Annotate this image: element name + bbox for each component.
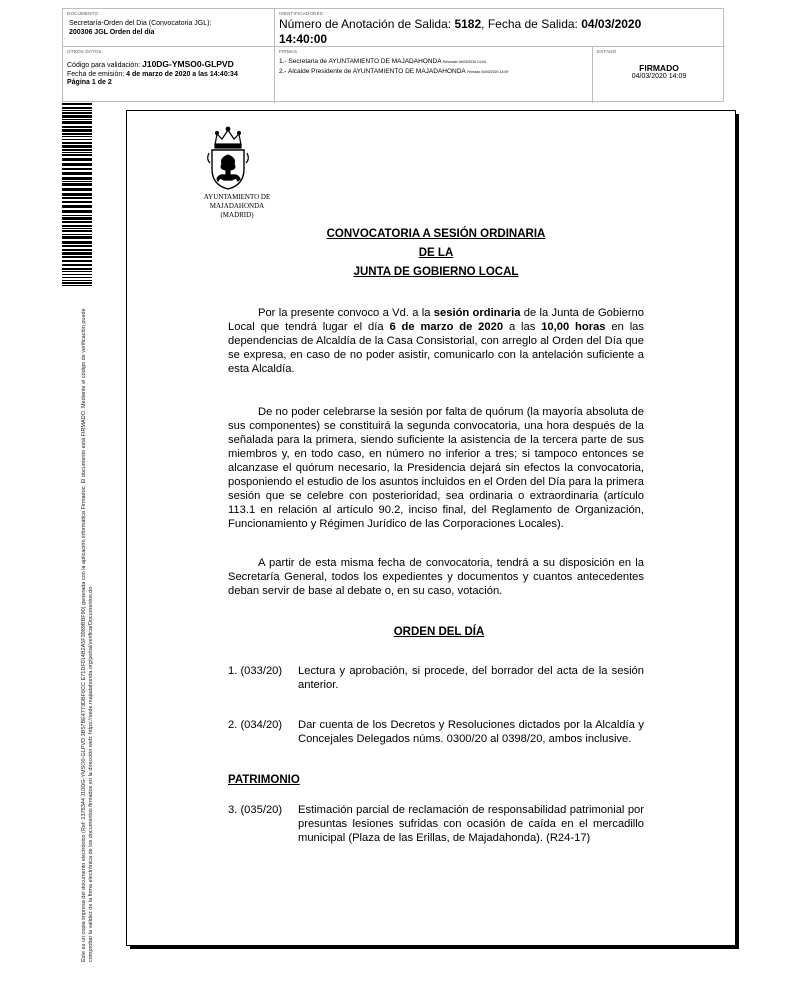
barcode-bar: [62, 139, 92, 140]
p2-text: De no poder celebrarse la sesión por falta de quórum (la mayoría absoluta de sus componentes) se constituirá la segunda convocatoria, una hora después de la señalada para la primera, siendo suficiente la asistencia de la tercera parte de sus miembros y, en todo caso, en número no inferior a tres; si tampoco entonces se alcanzase el quórum necesario, la Presidencia dejará sin efectos la convocatoria, posponiendo el estudio de los asuntos incluidos en el Orden del Día para la primera sesión que se celebre con posterioridad, sea ordinaria o extraordinaria (artículo 113.1 en relación al artículo 90.2, inciso final, del Reglamento de Organización, Funcionamiento y Régimen Jurídico de las Corporaciones Locales).: [228, 406, 644, 530]
barcode-bar: [62, 282, 92, 284]
barcode-bar: [62, 193, 92, 196]
p1-time: 10,00 horas: [541, 321, 606, 333]
verification-side-text: Este es un copia impresa del documento electrónico (Ref: 1376344 J10DG-YMSO0-GLPVD 3B57BE4773DBF6CC E71DF014B2A5F3989BBF90) generada con la aplicación informática Firmadoc. El documento está FIRMADO. Mediante el código de verificación puede comprobar la validez de la firma electrónica de los documentos firmados en la dirección web: https://sede.majadahonda.org/portal/verificarDocumentos.do: [81, 308, 94, 962]
org-line-1: AYUNTAMIENTO DE: [203, 193, 271, 201]
barcode-bar: [62, 241, 92, 244]
org-line-2: MAJADAHONDA: [209, 202, 265, 210]
title-line-3: JUNTA DE GOBIERNO LOCAL: [353, 266, 519, 278]
id-prefix: Número de Anotación de Salida:: [279, 17, 455, 31]
agenda-item-text: Dar cuenta de los Decretos y Resoluciones dictados por la Alcaldía y Concejales Delegados núms. 0300/20 al 0398/20, ambos inclusive.: [298, 719, 644, 745]
page-indicator: Página 1 de 2: [67, 79, 112, 86]
barcode-bar: [62, 181, 92, 182]
organization-name: [185, 193, 289, 220]
barcode-bar: [62, 177, 92, 180]
id-number: 5182: [454, 17, 482, 31]
signature-header: [62, 8, 724, 102]
barcode-bar: [62, 136, 92, 137]
barcode-bar: [62, 234, 92, 235]
barcode-bar: [62, 201, 92, 203]
issue-date-label: Fecha de emisión:: [67, 70, 127, 78]
frame-shadow-right: [736, 114, 739, 948]
p1-text-c: de la Junta de Gobierno Local que tendrá lugar el día: [228, 307, 645, 333]
p1-text-e: a las: [503, 321, 542, 333]
barcode-bar: [62, 197, 92, 199]
paragraph-quorum: [228, 405, 644, 531]
agenda-title: ORDEN DEL DÍA: [393, 626, 485, 638]
barcode-bar: [62, 110, 92, 111]
barcode-bar: [62, 245, 92, 247]
barcode-bar: [62, 129, 92, 132]
barcode-bar: [62, 225, 92, 227]
barcode-bar: [62, 133, 92, 135]
signature-2-date: Firmado 04/03/2020 14:09: [467, 70, 509, 74]
coat-of-arms-icon: [205, 125, 251, 191]
barcode-bar: [62, 268, 92, 270]
issue-date: 4 de marzo de 2020 a las 14:40:34: [126, 70, 238, 78]
state-label: ESTADO: [597, 49, 617, 54]
barcode-bar: [62, 230, 92, 232]
barcode-bar: [62, 115, 92, 118]
agenda-item-text: Lectura y aprobación, si procede, del borrador del acta de la sesión anterior.: [298, 665, 644, 691]
barcode-bar: [62, 280, 92, 281]
barcode-bar: [62, 154, 92, 156]
barcode-bar: [62, 152, 92, 153]
barcode-bar: [62, 188, 92, 191]
id-date: 04/03/2020: [581, 17, 642, 31]
barcode-bar: [62, 274, 92, 275]
signature-1-date: Revisado 04/03/2020 14:04: [443, 60, 486, 64]
barcode-bar: [62, 215, 92, 216]
validation-code: J10DG-YMSO0-GLPVD: [142, 59, 234, 69]
p3-text: A partir de esta misma fecha de convocatoria, tendrá a su disposición en la Secretaría General, todos los expedientes y documentos y cuantos antecedentes deban servir de base al debate o, en su caso, votación.: [228, 557, 644, 597]
state-cell: [593, 47, 725, 103]
barcode-bar: [62, 249, 92, 251]
barcode: [62, 103, 92, 287]
org-line-3: (MADRID): [220, 211, 254, 219]
barcode-bar: [62, 172, 92, 175]
agenda-item-number: 3. (035/20): [228, 804, 283, 816]
signature-1: 1.- Secretaria de AYUNTAMIENTO DE MAJADAHONDA: [279, 58, 442, 65]
document-cell: [63, 9, 275, 47]
p1-text-g: en las dependencias de Alcaldía de la Casa Consistorial, con arreglo al Orden del Día que se expresa, en caso de no poder asistir, comunicarlo con la antelación suficiente a esta Alcaldía.: [228, 321, 645, 375]
barcode-bar: [62, 285, 92, 286]
paragraph-convocation: [228, 306, 644, 376]
title-line-2: DE LA: [418, 247, 454, 259]
barcode-bar: [62, 252, 92, 255]
p1-text-a: Por la presente convoco a Vd. a la: [258, 307, 434, 319]
document-subname: 200306 JGL Orden del día: [69, 28, 155, 36]
agenda-item-number: 1. (033/20): [228, 665, 283, 677]
other-data-label: OTROS DATOS: [67, 49, 102, 54]
barcode-bar: [62, 142, 92, 144]
p1-date: 6 de marzo de 2020: [389, 321, 504, 333]
barcode-bar: [62, 221, 92, 223]
barcode-bar: [62, 277, 92, 278]
agenda-item-text: Estimación parcial de reclamación de responsabilidad patrimonial por presuntas lesiones sufridas con ocasión de caída en el mercadillo municipal (Plaza de las Erillas, de Majadahonda). (R24-17): [298, 804, 644, 844]
barcode-bar: [62, 217, 92, 220]
barcode-bar: [62, 256, 92, 258]
p1-session-type: sesión ordinaria: [433, 307, 521, 319]
barcode-bar: [62, 264, 92, 266]
state-value: FIRMADO: [639, 63, 679, 73]
barcode-bar: [62, 149, 92, 151]
signature-2: 2.- Alcalde Presidente de AYUNTAMIENTO DE MAJADAHONDA: [279, 68, 466, 75]
frame-shadow-bottom: [130, 946, 739, 949]
barcode-bar: [62, 183, 92, 186]
agenda-item-number: 2. (034/20): [228, 719, 283, 731]
barcode-bar: [62, 271, 92, 272]
signatures-cell: [275, 47, 593, 103]
barcode-bar: [62, 236, 92, 239]
state-date: 04/03/2020 14:09: [631, 73, 687, 80]
barcode-bar: [62, 103, 92, 105]
identifiers-cell: [275, 9, 725, 47]
barcode-bar: [62, 163, 92, 166]
barcode-bar: [62, 158, 92, 161]
other-data-cell: [63, 47, 275, 103]
barcode-bar: [62, 228, 92, 229]
section-heading-patrimonio: PATRIMONIO: [228, 774, 300, 786]
barcode-bar: [62, 145, 92, 148]
signatures-label: FIRMAS: [279, 49, 298, 54]
paragraph-availability: [228, 556, 644, 598]
id-time: 14:40:00: [279, 32, 328, 46]
barcode-bar: [62, 205, 92, 208]
barcode-bar: [62, 121, 92, 124]
validation-code-label: Código para validación:: [67, 62, 143, 69]
document-label: DOCUMENTO: [67, 11, 99, 16]
barcode-bar: [62, 260, 92, 262]
barcode-bar: [62, 210, 92, 213]
barcode-bar: [62, 119, 92, 120]
identifiers-label: IDENTIFICADORES: [279, 11, 324, 16]
id-middle: , Fecha de Salida:: [481, 17, 582, 31]
barcode-bar: [62, 168, 92, 170]
barcode-bar: [62, 112, 92, 114]
barcode-bar: [62, 126, 92, 128]
document-name: Secretaría-Orden del Dia (Convocatoria JGL):: [69, 20, 212, 27]
title-line-1: CONVOCATORIA A SESIÓN ORDINARIA: [326, 228, 546, 240]
barcode-bar: [62, 107, 92, 109]
